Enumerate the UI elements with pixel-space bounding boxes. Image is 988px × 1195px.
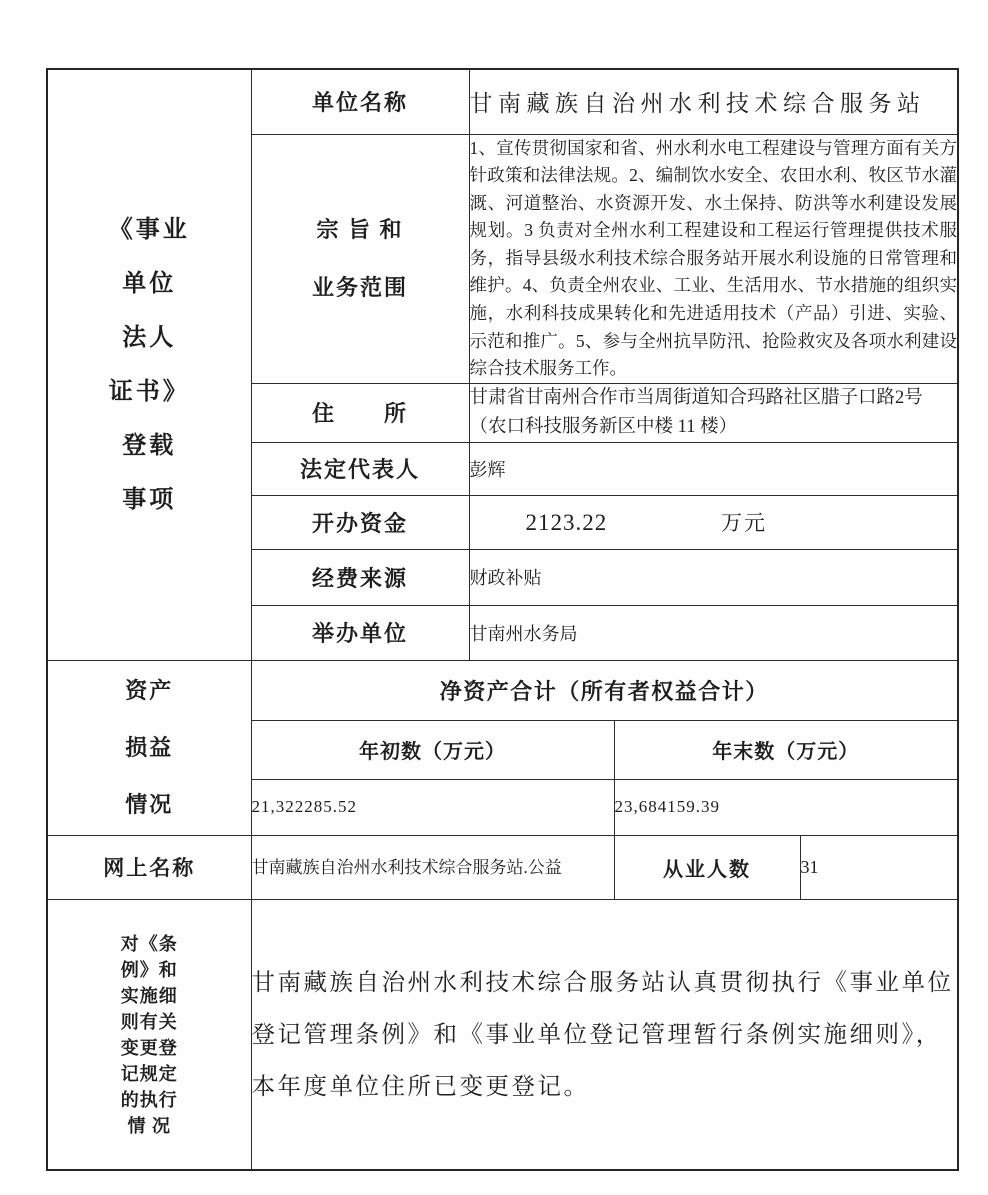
mission-label-line: 宗 旨 和 xyxy=(316,216,404,242)
assets-header-line: 情况 xyxy=(125,792,174,818)
capital-unit: 万元 xyxy=(721,511,767,536)
assets-profit-loss-section-header xyxy=(47,660,251,835)
cert-header-line: 《事业 xyxy=(108,216,190,243)
address-label: 住 所 xyxy=(251,383,469,442)
compliance-label-line: 例》和 xyxy=(120,959,178,980)
cert-header-line: 事项 xyxy=(122,486,177,513)
cert-header-line: 单位 xyxy=(122,270,177,297)
net-assets-total-title: 净资产合计（所有者权益合计） xyxy=(251,660,958,720)
regulation-compliance-value: 甘南藏族自治州水利技术综合服务站认真贯彻执行《事业单位登记管理条例》和《事业单位登记管理暂行条例实施细则》，本年度单位住所已变更登记。 xyxy=(251,899,958,1170)
compliance-label-line: 的执行 xyxy=(120,1089,178,1110)
assets-header-line: 资产 xyxy=(125,678,174,704)
unit-name-label: 单位名称 xyxy=(251,69,469,134)
cert-header-line: 证书》 xyxy=(108,378,190,405)
compliance-label-line: 实施细 xyxy=(120,985,178,1006)
online-name-value: 甘南藏族自治州水利技术综合服务站.公益 xyxy=(251,835,614,899)
cert-header-line: 登载 xyxy=(122,432,177,459)
year-end-column-header: 年末数（万元） xyxy=(614,720,958,779)
compliance-label-line: 记规定 xyxy=(120,1063,178,1084)
staff-count-value: 31 xyxy=(800,835,958,899)
mission-scope-value: 1、宣传贯彻国家和省、州水利水电工程建设与管理方面有关方针政策和法律法规。2、编制饮水安全、农田水利、牧区节水灌溉、河道整治、水资源开发、水土保持、防洪等水利建设发展规划。3 负责对全州水利工程建设和工程运行管理提供技术服务，指导县级水利技术综合服务站开展水利设施的日常管理和维护。4、负责全州农业、工业、生活用水、节水措施的组织实施，水利科技成果转化和先进适用技术（产品）引进、实验、示范和推广。5、参与全州抗旱防汛、抢险救灾及各项水利建设综合技术服务工作。 xyxy=(469,134,958,383)
organizer-value: 甘南州水务局 xyxy=(469,605,958,660)
certificate-items-section-header xyxy=(47,69,251,660)
address-value: 甘肃省甘南州合作市当周街道知合玛路社区腊子口路2号（农口科技服务新区中楼 11 楼） xyxy=(469,383,958,442)
compliance-label-line: 情 况 xyxy=(127,1115,171,1136)
staff-count-label: 从业人数 xyxy=(614,835,800,899)
funding-source-label: 经费来源 xyxy=(251,549,469,605)
year-end-value: 23,684159.39 xyxy=(614,779,958,835)
assets-header-line: 损益 xyxy=(125,735,174,761)
registered-capital-value xyxy=(469,495,958,549)
funding-source-value: 财政补贴 xyxy=(469,549,958,605)
legal-representative-value: 彭辉 xyxy=(469,442,958,495)
capital-amount: 2123.22 xyxy=(525,510,608,536)
mission-label-line: 业务范围 xyxy=(311,274,408,300)
unit-name-value: 甘南藏族自治州水利技术综合服务站 xyxy=(469,69,958,134)
registered-capital-label: 开办资金 xyxy=(251,495,469,549)
year-begin-value: 21,322285.52 xyxy=(251,779,614,835)
year-begin-column-header: 年初数（万元） xyxy=(251,720,614,779)
mission-scope-label xyxy=(251,134,469,383)
compliance-label-line: 变更登 xyxy=(120,1037,178,1058)
registration-info-table xyxy=(46,68,959,1171)
organizer-label: 举办单位 xyxy=(251,605,469,660)
compliance-label-line: 则有关 xyxy=(120,1011,178,1032)
legal-representative-label: 法定代表人 xyxy=(251,442,469,495)
cert-header-line: 法人 xyxy=(122,324,177,351)
compliance-label-line: 对《条 xyxy=(120,933,178,954)
regulation-compliance-label xyxy=(47,899,251,1170)
online-name-label: 网上名称 xyxy=(47,835,251,899)
